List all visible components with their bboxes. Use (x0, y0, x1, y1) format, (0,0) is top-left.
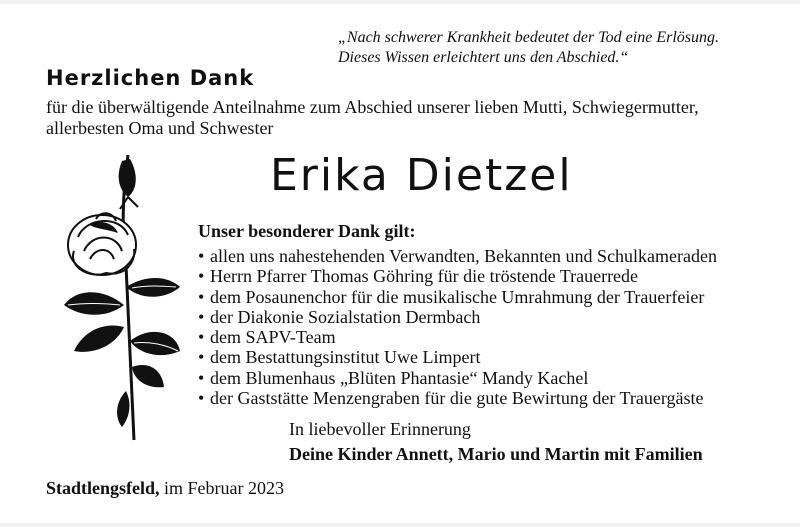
list-item-text: Herrn Pfarrer Thomas Göhring für die tröstende Trauerrede (210, 266, 639, 287)
signature: Deine Kinder Annett, Mario und Martin mit Familien (289, 444, 703, 464)
list-item-text: dem Bestattungsinstitut Uwe Limpert (210, 347, 481, 368)
list-item-text: allen uns nahestehenden Verwandten, Bekannten und Schulkameraden (210, 246, 718, 266)
intro-text (46, 97, 786, 139)
list-item-text: dem SAPV-Team (210, 327, 336, 348)
bullet: • (198, 306, 205, 327)
bullet: • (198, 367, 205, 388)
thanks-list (198, 246, 717, 408)
date: im Februar 2023 (164, 478, 284, 498)
deceased-name: Erika Dietzel (270, 150, 573, 201)
town: Stadtlengsfeld, (46, 478, 160, 498)
list-item (198, 266, 717, 286)
list-item (198, 327, 717, 347)
quote-line-1: „Nach schwerer Krankheit bedeutet der Tod eine Erlösung. (338, 29, 719, 46)
top-border (0, 0, 800, 4)
list-item-text: der Diakonie Sozialstation Dermbach (210, 306, 481, 327)
bullet: • (198, 286, 205, 307)
intro-line-2: allerbesten Oma und Schwester (46, 118, 274, 138)
list-item-text: der Gaststätte Menzengraben für die gute Bewirtung der Trauergäste (210, 388, 704, 409)
list-item (198, 388, 717, 408)
list-item (198, 287, 717, 307)
thanks-title: Unser besonderer Dank gilt: (198, 221, 416, 241)
list-item-text: dem Posaunenchor für die musikalische Umrahmung der Trauerfeier (210, 286, 705, 307)
list-item (198, 246, 717, 266)
closing-line: In liebevoller Erinnerung (289, 419, 471, 439)
rose-icon (30, 155, 190, 445)
bullet: • (198, 266, 205, 287)
list-item (198, 347, 717, 367)
list-item-text: dem Blumenhaus „Blüten Phantasie“ Mandy Kachel (210, 367, 589, 388)
quote (338, 28, 778, 68)
bullet: • (198, 246, 205, 266)
quote-line-2: Dieses Wissen erleichtert uns den Abschied.“ (338, 49, 629, 66)
heading: Herzlichen Dank (46, 66, 255, 90)
intro-line-1: für die überwältigende Anteilnahme zum Abschied unserer lieben Mutti, Schwiegermutter, (46, 97, 699, 117)
bullet: • (198, 327, 205, 348)
bottom-border (0, 523, 800, 527)
bullet: • (198, 388, 205, 409)
bullet: • (198, 347, 205, 368)
list-item (198, 307, 717, 327)
list-item (198, 368, 717, 388)
place-and-date (46, 478, 284, 499)
